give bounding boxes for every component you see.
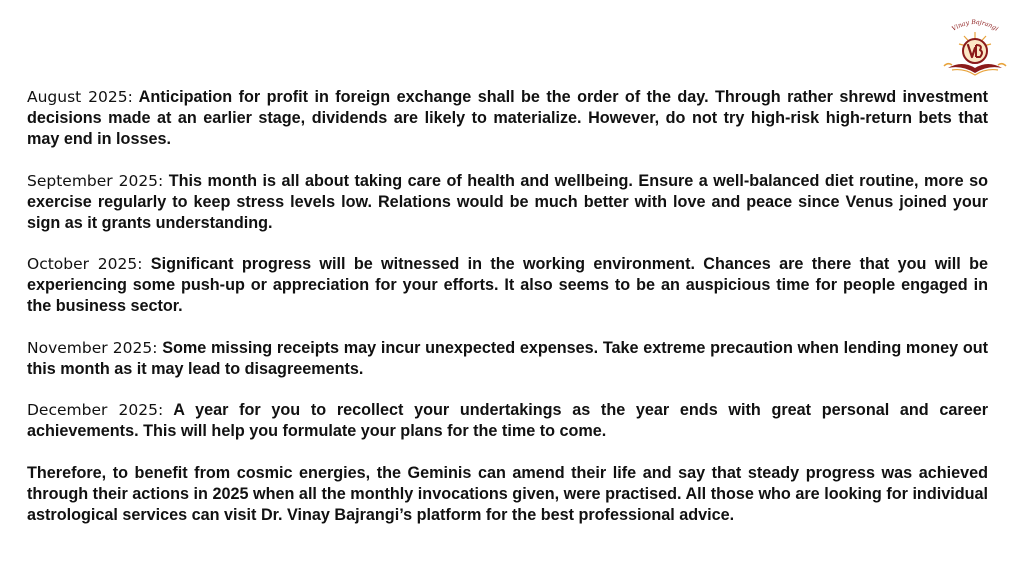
horoscope-paragraph-september	[27, 171, 988, 234]
vinay-bajrangi-logo	[942, 18, 1008, 80]
paragraph-text: Significant progress will be witnessed in the working environment. Chances are there that you will be experiencing some push-up or appreciation for your efforts. It also seems to be an auspicious time for people engaged in the business sector.	[27, 255, 988, 315]
paragraph-text: Some missing receipts may incur unexpected expenses. Take extreme precaution when lending money out this month as it may lead to disagreements.	[27, 338, 989, 378]
horoscope-paragraph-october	[27, 254, 988, 317]
horoscope-paragraph-august	[27, 87, 988, 150]
paragraph-text: Anticipation for profit in foreign exchange shall be the order of the day. Through rather shrewd investment decisions made at an earlier stage, dividends are likely to materialize. However, do not try high-risk high-return bets that may end in losses.	[27, 88, 989, 148]
conclusion-paragraph: Therefore, to benefit from cosmic energies, the Geminis can amend their life and say that steady progress was achieved through their actions in 2025 when all the monthly invocations given, were practised. All those who are looking for individual astrological services can visit Dr. Vinay Bajrangi’s platform for the best professional advice.	[27, 463, 988, 524]
svg-text:Vinay Bajrangi: Vinay Bajrangi	[950, 18, 1000, 33]
horoscope-text	[27, 87, 988, 546]
paragraph-text: A year for you to recollect your undertakings as the year ends with great personal and career achievements. This will help you formulate your plans for the time to come.	[27, 401, 988, 440]
month-label: December 2025:	[27, 401, 164, 419]
paragraph-text: This month is all about taking care of health and wellbeing. Ensure a well-balanced diet routine, more so exercise regularly to keep stress levels low. Relations would be much better with love and peace since Venus joined your sign as it grants understanding.	[27, 171, 988, 232]
month-label: August 2025:	[27, 88, 133, 106]
horoscope-paragraph-december	[27, 400, 988, 442]
month-label: October 2025:	[27, 255, 143, 273]
horoscope-paragraph-november	[27, 338, 988, 380]
month-label: September 2025:	[27, 171, 164, 190]
month-label: November 2025:	[27, 338, 158, 357]
